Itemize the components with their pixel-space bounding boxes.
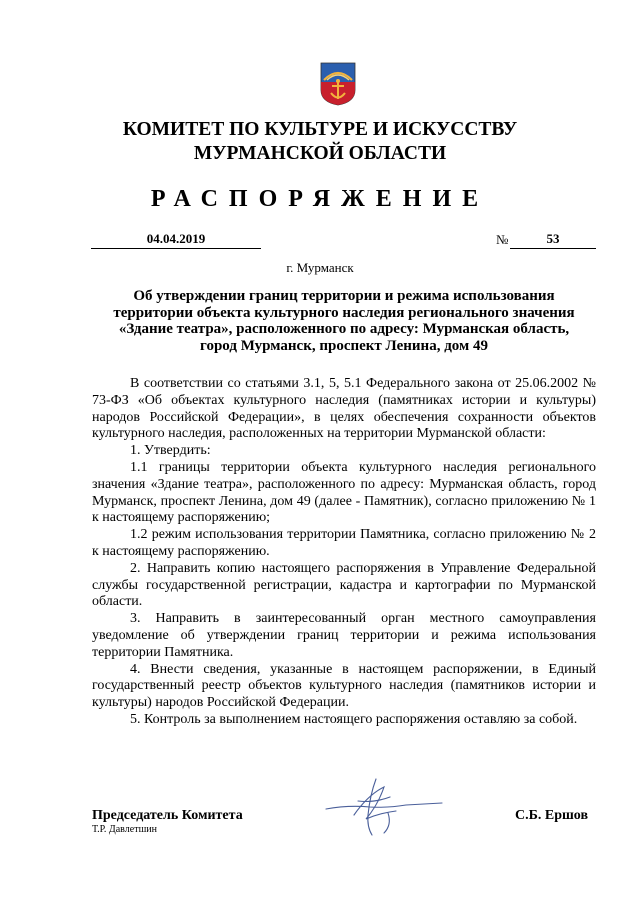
document-type-title: РАСПОРЯЖЕНИЕ: [150, 186, 490, 212]
paragraph-item-4: 4. Внести сведения, указанные в настоящем распоряжении, в Единый государственный реестр объектов культурного наследия (памятников истории и культуры) народов Российской Федерации.: [92, 661, 596, 711]
organization-name-line1: КОМИТЕТ ПО КУЛЬТУРЕ И ИСКУССТВУ: [122, 119, 518, 140]
paragraph-item-2: 2. Направить копию настоящего распоряжения в Управление Федеральной службы государственной регистрации, кадастра и картографии по Мурманской области.: [92, 560, 596, 610]
document-number: 53: [510, 232, 596, 249]
document-heading: [92, 288, 596, 354]
document-city: г. Мурманск: [286, 260, 354, 275]
document-number-label: №: [496, 232, 509, 247]
paragraph-item-3: 3. Направить в заинтересованный орган местного самоуправления уведомление об утверждении границ территории и режима использования территории Памятника.: [92, 611, 596, 660]
paragraph-item-1: 1. Утвердить:: [130, 443, 211, 459]
heading-line: город Мурманск, проспект Ленина, дом 49: [200, 337, 488, 354]
heading-line: «Здание театра», расположенного по адресу: Мурманская область,: [118, 321, 570, 337]
paragraph-item-1-1: 1.1 границы территории объекта культурного наследия регионального значения «Здание театра», расположенного по адресу: Мурманская область, город Мурманск, проспект Ленина, дом 49 (далее - Памятник), согласно приложению № 1 к настоящему распоряжению;: [92, 459, 596, 526]
heading-line: территории объекта культурного наследия регионального значения: [113, 304, 575, 321]
paragraph-item-1-2: 1.2 режим использования территории Памятника, согласно приложению № 2 к настоящему распоряжению.: [92, 527, 596, 559]
signer-name: С.Б. Ершов: [515, 808, 589, 823]
executor-name: Т.Р. Давлетшин: [92, 824, 157, 835]
heading-line: Об утверждении границ территории и режима использования: [133, 288, 555, 304]
organization-name-line2: МУРМАНСКОЙ ОБЛАСТИ: [193, 143, 447, 164]
handwritten-signature-icon: [318, 775, 448, 840]
paragraph-preamble: В соответствии со статьями 3.1, 5, 5.1 Федерального закона от 25.06.2002 № 73-ФЗ «Об объектах культурного наследия (памятниках истории и культуры) народов Российской Федерации», в целях обеспечения сохранности объектов культурного наследия, расположенных на территории Мурманской области:: [92, 376, 596, 442]
coat-of-arms-icon: [320, 62, 356, 106]
document-body: [92, 376, 596, 729]
document-date: 04.04.2019: [91, 232, 261, 249]
paragraph-item-5: 5. Контроль за выполнением настоящего распоряжения оставляю за собой.: [130, 711, 578, 727]
signer-title: Председатель Комитета: [92, 808, 243, 823]
